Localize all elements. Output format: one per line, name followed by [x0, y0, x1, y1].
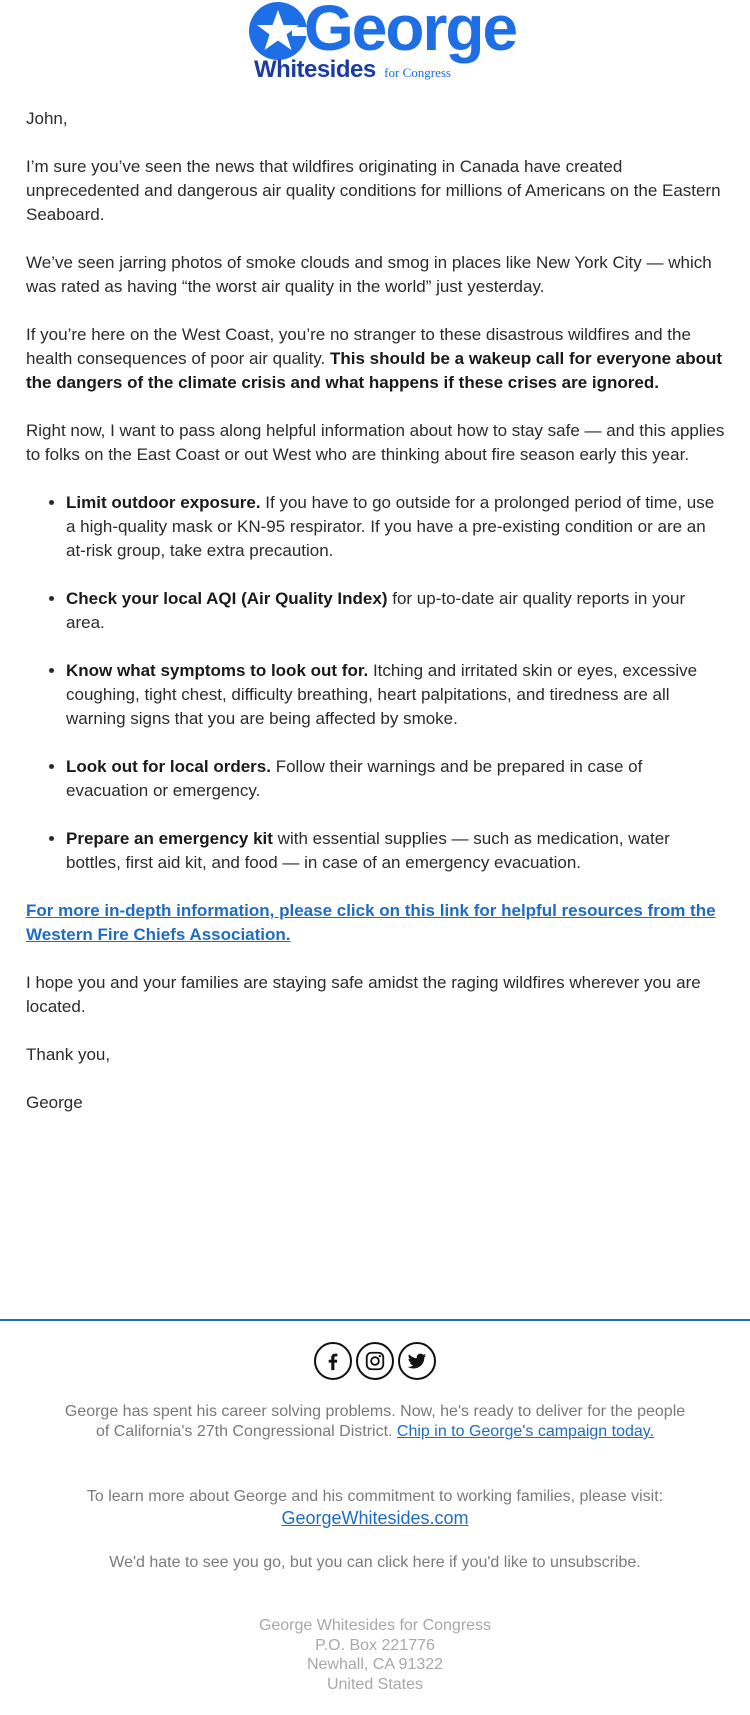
tip-text: If you have to go outside for a prolonged period of time, use a high-quality mask or KN-95 respirator. If you have a pre-existing condition or are an at-risk group, take extra precaution.	[66, 493, 715, 560]
chip-in-link[interactable]: Chip in to George's campaign today.	[396, 1423, 655, 1440]
address-city: Newhall, CA 91322	[306, 1656, 444, 1673]
tip-bold: Check your local AQI (Air Quality Index)	[66, 589, 388, 608]
star-g-icon	[248, 1, 308, 61]
safety-tips-list	[26, 491, 726, 875]
wakeup-call-bold: This should be a wakeup call for everyone about the dangers of the climate crisis and what happens if these crises are ignored.	[26, 349, 723, 392]
paragraph-canada-wildfires: I’m sure you’ve seen the news that wildfires originating in Canada have created unprecedented and dangerous air quality conditions for millions of Americans on the Eastern Seaboard.	[26, 157, 721, 224]
closing: Thank you,	[26, 1045, 111, 1064]
tip-emergency-kit	[66, 827, 726, 875]
resources-link[interactable]: For more in-depth information, please click on this link for helpful resources from the Western Fire Chiefs Association.	[26, 901, 716, 944]
greeting: John,	[26, 109, 68, 128]
tip-text: with essential supplies — such as medication, water bottles, first aid kit, and food — in case of an emergency evacuation.	[66, 829, 670, 872]
paragraph-new-york-smog: We’ve seen jarring photos of smoke clouds and smog in places like New York City — which was rated as having “the worst air quality in the world” just yesterday.	[26, 253, 712, 296]
logo-top-row	[248, 0, 516, 62]
facebook-button[interactable]	[314, 1342, 352, 1380]
address-po-box: P.O. Box 221776	[315, 1636, 435, 1654]
mailing-address	[0, 1616, 750, 1694]
footer-about	[60, 1402, 690, 1442]
west-coast-text: If you’re here on the West Coast, you’re no stranger to these disastrous wildfires and the health consequences of poor air quality.	[26, 325, 691, 368]
learn-more-text: To learn more about George and his commitment to working families, please visit:	[86, 1488, 664, 1505]
tip-text: Follow their warnings and be prepared in case of evacuation or emergency.	[66, 757, 643, 800]
tip-limit-exposure	[66, 491, 726, 563]
tip-bold: Know what symptoms to look out for.	[66, 661, 369, 680]
logo-last-name: Whitesides	[254, 56, 376, 83]
paragraph-stay-safe: Right now, I want to pass along helpful information about how to stay safe — and this applies to folks on the East Coast or out West who are thinking about fire season early this year.	[26, 421, 725, 464]
facebook-icon	[322, 1350, 344, 1372]
instagram-button[interactable]	[356, 1342, 394, 1380]
social-links	[0, 1342, 750, 1380]
instagram-icon	[364, 1350, 386, 1372]
about-text: George has spent his career solving problems. Now, he's ready to deliver for the people of California's 27th Congressional District.	[64, 1403, 686, 1440]
paragraph-west-coast	[26, 323, 726, 395]
footer-learn-more	[60, 1487, 690, 1530]
twitter-button[interactable]	[398, 1342, 436, 1380]
tip-bold: Look out for local orders.	[66, 757, 271, 776]
address-country: United States	[326, 1675, 424, 1693]
tip-check-aqi	[66, 587, 726, 635]
tip-text: Itching and irritated skin or eyes, excessive coughing, tight chest, difficulty breathing, heart palpitations, and tiredness are all warning signs that you are being affected by smoke.	[66, 661, 698, 728]
unsubscribe-text[interactable]: We'd hate to see you go, but you can click here if you'd like to unsubscribe.	[109, 1554, 641, 1571]
logo-bottom-row	[254, 56, 451, 84]
twitter-icon	[406, 1350, 428, 1372]
resource-paragraph	[26, 899, 726, 947]
tip-local-orders	[66, 755, 726, 803]
tip-text: for up-to-date air quality reports in your area.	[66, 589, 686, 632]
footer-divider	[0, 1319, 750, 1321]
tip-bold: Limit outdoor exposure.	[66, 493, 261, 512]
email-body	[26, 107, 726, 1139]
logo-tagline: for Congress	[384, 65, 451, 80]
tip-bold: Prepare an emergency kit	[66, 829, 273, 848]
website-link[interactable]: GeorgeWhitesides.com	[281, 1508, 469, 1528]
paragraph-stay-safe-wishes: I hope you and your families are staying safe amidst the raging wildfires wherever you are located.	[26, 973, 701, 1016]
signature: George	[26, 1093, 83, 1112]
logo-first-name: George	[304, 0, 517, 64]
campaign-logo	[248, 0, 517, 86]
address-org: George Whitesides for Congress	[258, 1617, 492, 1634]
tip-symptoms	[66, 659, 726, 731]
